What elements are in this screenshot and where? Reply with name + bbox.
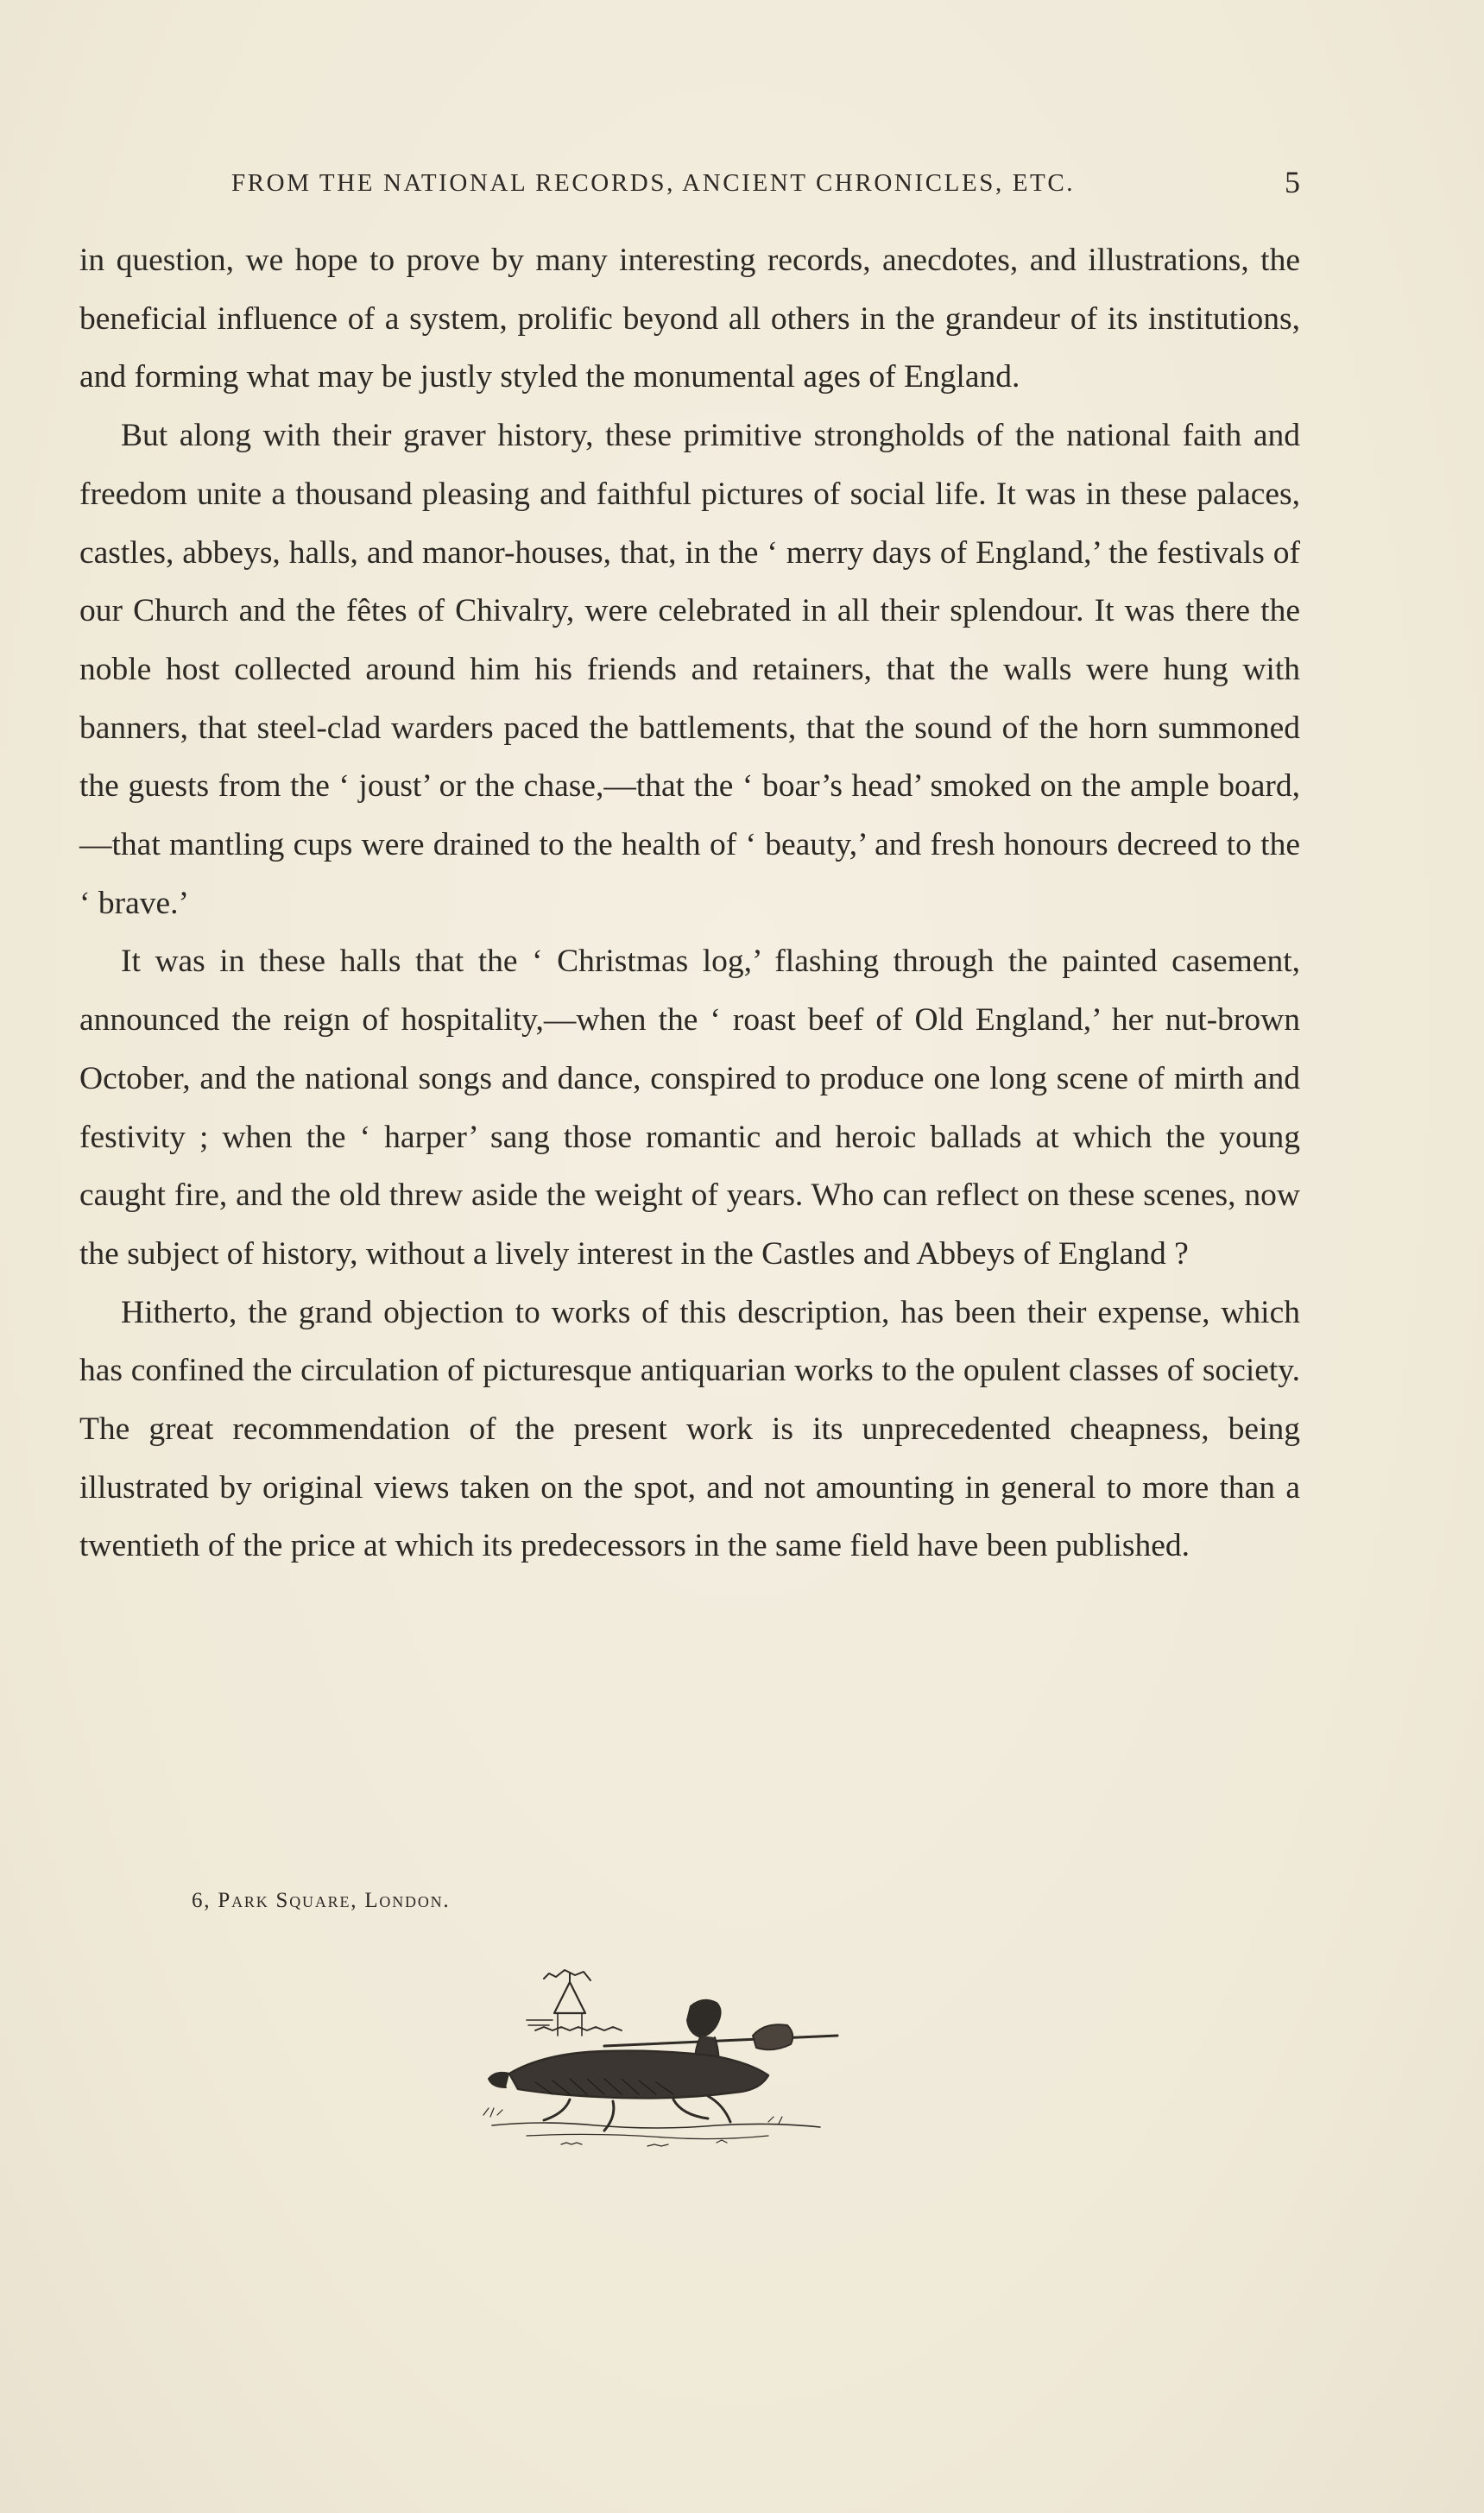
paragraph-2: But along with their graver history, these primitive strongholds of the national faith and freedom unite a thousand pleasing and faithful pictures of social life. It was in these palaces, castles, abbeys, halls, and manor-houses, that, in the ‘ merry days of England,’ the festivals of our Church and the fêtes of Chivalry, were celebrated in all their splendour. It was there the noble host collected around him his friends and retainers, that the walls were hung with banners, that steel-clad warders paced the battlements, that the sound of the horn summoned the guests from the ‘ joust’ or the chase,—that the ‘ boar’s head’ smoked on the ample board,—that mantling cups were drained to the health of ‘ beauty,’ and fresh honours decreed to the ‘ brave.’ bbox=[79, 418, 1300, 921]
body-text bbox=[79, 231, 1300, 1575]
running-title: FROM THE NATIONAL RECORDS, ANCIENT CHRONICLES, ETC. bbox=[231, 169, 1076, 197]
publisher-address: 6, Park Square, London. bbox=[192, 1889, 451, 1912]
jousting-knight-vignette bbox=[475, 1953, 855, 2160]
running-head bbox=[79, 165, 1300, 211]
paragraph-3: It was in these halls that the ‘ Christmas log,’ flashing through the painted casement, announced the reign of hospitality,—when the ‘ roast beef of Old England,’ her nut-brown October, and the national songs and dance, conspired to produce one long scene of mirth and festivity ; when the ‘ harper’ sang those romantic and heroic ballads at which the young caught fire, and the old threw aside the weight of years. Who can reflect on these scenes, now the subject of history, without a lively interest in the Castles and Abbeys of England ? bbox=[79, 944, 1300, 1272]
paragraph-1: in question, we hope to prove by many interesting records, anecdotes, and illustrations, the beneficial influence of a system, prolific beyond all others in the grandeur of its institutions, and forming what may be justly styled the monumental ages of England. bbox=[79, 243, 1300, 395]
paragraph-4: Hitherto, the grand objection to works of this description, has been their expense, which has confined the circulation of picturesque antiquarian works to the opulent classes of society. The great recommendation of the present work is its unprecedented cheapness, being illustrated by original views taken on the spot, and not amounting in general to more than a twentieth of the price at which its predecessors in the same field have been published. bbox=[79, 1294, 1300, 1564]
page-number: 5 bbox=[1285, 165, 1300, 199]
